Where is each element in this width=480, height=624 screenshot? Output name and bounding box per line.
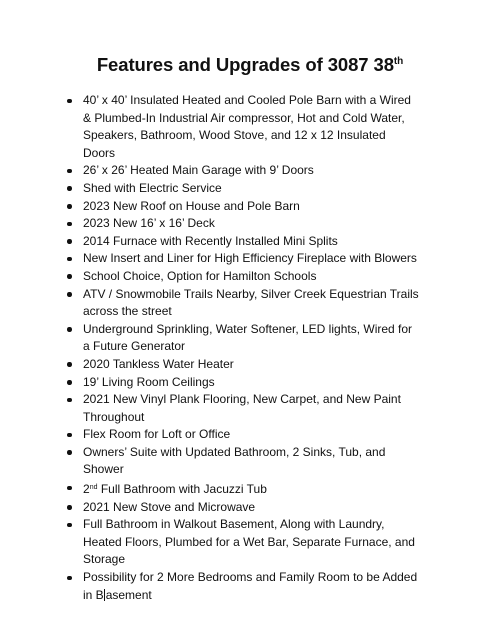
list-item: New Insert and Liner for High Efficiency Fireplace with Blowers [0,250,480,268]
list-item: Underground Sprinkling, Water Softener, LED lights, Wired for a Future Generator [0,321,480,356]
list-item-bathroom [0,479,480,499]
list-item: Flex Room for Loft or Office [0,426,480,444]
list-item: 2023 New 16’ x 16’ Deck [0,215,480,233]
features-list [0,92,480,604]
list-item-basement[interactable] [0,569,480,604]
list-item: 2023 New Roof on House and Pole Barn [0,198,480,216]
basement-text-start: Possibility for 2 More Bedrooms and Family Room to be Added in B [83,570,418,602]
bathroom-superscript: nd [89,484,98,492]
list-item: Full Bathroom in Walkout Basement, Along with Laundry, Heated Floors, Plumbed for a Wet Bar, Separate Furnace, and Storage [0,516,480,569]
list-item: 2021 New Stove and Microwave [0,499,480,517]
list-item: School Choice, Option for Hamilton Schools [0,268,480,286]
list-item: Owners’ Suite with Updated Bathroom, 2 Sinks, Tub, and Shower [0,444,480,479]
list-item: 40’ x 40’ Insulated Heated and Cooled Pole Barn with a Wired & Plumbed-In Industrial Air compressor, Hot and Cold Water, Speakers, Bathroom, Wood Stove, and 12 x 12 Insulated Doors [0,92,480,162]
title-superscript: th [393,56,404,67]
list-item: 2021 New Vinyl Plank Flooring, New Carpet, and New Paint Throughout [0,391,480,426]
bathroom-text: Full Bathroom with Jacuzzi Tub [97,482,267,497]
list-item: 2020 Tankless Water Heater [0,356,480,374]
page-title [0,54,480,76]
list-item: 19’ Living Room Ceilings [0,374,480,392]
list-item: Shed with Electric Service [0,180,480,198]
title-text: Features and Upgrades of 3087 38 [96,54,394,75]
list-item: 2014 Furnace with Recently Installed Mini Splits [0,233,480,251]
basement-text-end: asement [105,587,152,602]
list-item: ATV / Snowmobile Trails Nearby, Silver Creek Equestrian Trails across the street [0,286,480,321]
bathroom-number: 2 [83,482,90,497]
list-item: 26’ x 26’ Heated Main Garage with 9’ Doors [0,162,480,180]
